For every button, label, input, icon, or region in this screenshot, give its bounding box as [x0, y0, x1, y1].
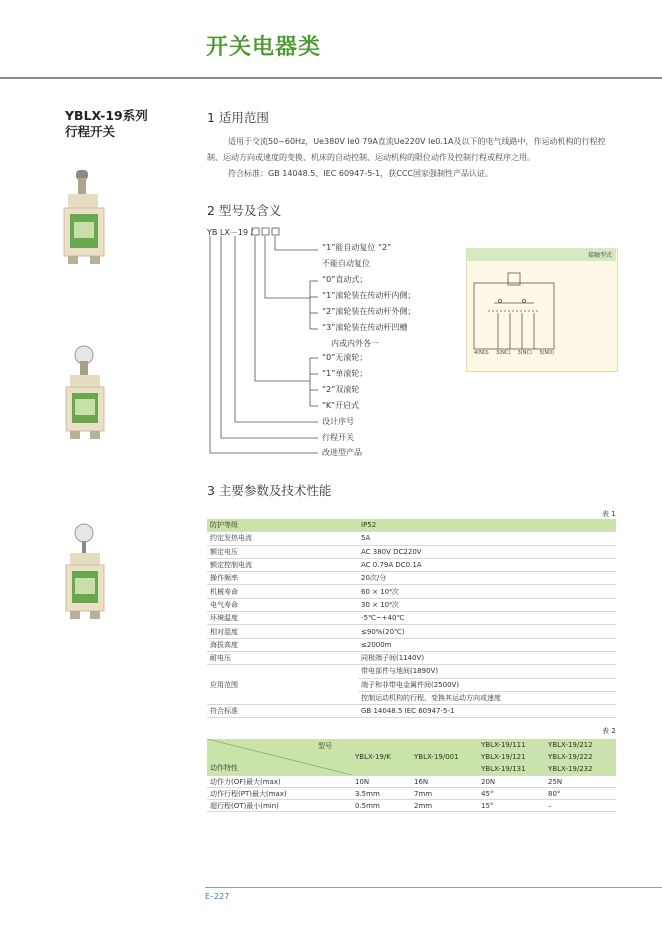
table-cell: 耐电压: [207, 651, 358, 664]
table-header-corner: [207, 739, 352, 776]
table-header-cell: YBLX-19/222: [545, 751, 616, 763]
table-cell: ≤90%(20℃): [358, 625, 616, 638]
table-header-cell: YBLX-19/212: [545, 739, 616, 751]
table-row: [207, 625, 616, 638]
terminal-4: 3(NO): [539, 350, 554, 356]
table-cell: 符合标准: [207, 705, 358, 718]
table-cell: 3.5mm: [352, 788, 411, 800]
table-cell: 额定电压: [207, 545, 358, 558]
table-row: [207, 776, 616, 788]
table-row: [207, 532, 616, 545]
code-label-roller-outer: “2”滚轮装在传动杆外侧；: [322, 307, 416, 316]
code-label-roller-inner: “1”滚轮装在传动杆内侧；: [322, 291, 416, 300]
table-cell: –: [545, 800, 616, 812]
table-row: [207, 519, 616, 532]
section3-title: 3 主要参数及技术性能: [207, 483, 332, 498]
code-label-single-roller: “1”单滚轮；: [322, 369, 368, 378]
table-cell: 应用范围: [207, 665, 358, 705]
section1-para2: 符合标准：GB 14048.5、IEC 60947-5-1，获CCC国家强制性产品认证。: [228, 169, 494, 178]
section1-para1-a: 适用于交流50~60Hz，Ue380V Ie0 79A直流Ue220V Ie0.1A及以下的电气线路中，作运动机构的行程控: [228, 137, 606, 146]
table-cell: 约定发热电流: [207, 532, 358, 545]
table-header-row: [207, 739, 616, 751]
table-cell: 80°: [545, 788, 616, 800]
table-cell: 环境温度: [207, 612, 358, 625]
code-label-direct: “0”直动式；: [322, 275, 368, 284]
table-cell: 防护等级: [207, 519, 358, 532]
table-cell: 同极端子间(1140V): [358, 651, 616, 664]
contact-diagram-title: 接触型式: [587, 252, 612, 259]
table-cell: -5℃~+40℃: [358, 612, 616, 625]
table-cell: 机械寿命: [207, 585, 358, 598]
code-label-no-roller: “0”无滚轮；: [322, 353, 368, 362]
table-cell: 端子和非带电金属件间(2500V): [358, 678, 616, 691]
table-row: [207, 612, 616, 625]
code-label-auto-reset: “1”能自动复位 “2”: [322, 243, 392, 252]
table-cell: 60 × 10⁴次: [358, 585, 616, 598]
table-cell: 海拔高度: [207, 638, 358, 651]
table-cell: 30 × 10⁴次: [358, 598, 616, 611]
table-row: [207, 665, 616, 678]
terminal-3: 3(NC): [517, 350, 532, 356]
code-box-1: [252, 228, 259, 235]
table-cell: IP52: [358, 519, 616, 532]
product-name: 行程开关: [65, 124, 116, 139]
table-cell: 45°: [478, 788, 545, 800]
model-code-text: YB LX－19 /: [207, 228, 254, 237]
code-label-roller-groove: “3”滚轮装在传动杆凹槽: [322, 323, 408, 332]
table-row: [207, 651, 616, 664]
code-label-no-reset: 不能自动复位: [322, 259, 370, 268]
table-cell: 25N: [545, 776, 616, 788]
code-label-open: “K”开启式: [322, 401, 360, 410]
table-cell: 额定控制电流: [207, 558, 358, 571]
table-cell: ≤2000m: [358, 638, 616, 651]
table-cell: 超行程(OT)最小(min): [207, 800, 352, 812]
table-row: [207, 705, 616, 718]
table-cell: AC 0.79A DC0.1A: [358, 558, 616, 571]
code-label-travel-switch: 行程开关: [322, 433, 354, 442]
table-cell: 相对湿度: [207, 625, 358, 638]
table-row: [207, 788, 616, 800]
table-row: [207, 572, 616, 585]
table-row: [207, 800, 616, 812]
code-label-roller-groove-cont: 内或内外各一: [331, 339, 379, 348]
action-table: [207, 739, 616, 812]
footer-divider: [205, 887, 662, 888]
table-cell: AC 380V DC220V: [358, 545, 616, 558]
contact-diagram-header: [466, 248, 616, 261]
page-number: E–227: [205, 892, 230, 901]
table-cell: 带电部件与地间(1890V): [358, 665, 616, 678]
table-cell: 动作力(OF)最大(max): [207, 776, 352, 788]
table-cell: GB 14048.5 IEC 60947-5-1: [358, 705, 616, 718]
code-label-improved: 改进型产品: [322, 448, 362, 457]
table-cell: 15°: [478, 800, 545, 812]
table-header-property: 动作特性: [210, 764, 238, 772]
table-cell: 2mm: [411, 800, 478, 812]
spec-table: [207, 519, 616, 718]
code-label-double-roller: “2”双滚轮: [322, 385, 360, 394]
product-series: YBLX-19系列: [65, 108, 148, 123]
table-row: [207, 598, 616, 611]
table-cell: 16N: [411, 776, 478, 788]
page-title: 开关电器类: [206, 35, 322, 60]
section2-title: 2 型号及含义: [207, 203, 282, 218]
table-cell: 0.5mm: [352, 800, 411, 812]
table-header-cell: YBLX-19/111: [478, 739, 545, 751]
table-row: [207, 558, 616, 571]
table-header-cell: YBLX-19/232: [545, 763, 616, 775]
table-header-model: 型号: [318, 742, 332, 750]
table-cell: 20N: [478, 776, 545, 788]
table-cell: 10N: [352, 776, 411, 788]
code-box-3: [272, 228, 279, 235]
table-cell: 20次/分: [358, 572, 616, 585]
table-cell: 5A: [358, 532, 616, 545]
table-row: [207, 638, 616, 651]
table-cell: 动作行程(PT)最大(max): [207, 788, 352, 800]
terminal-2: 3(NC): [496, 350, 511, 356]
contact-terminals: [474, 350, 554, 356]
table-row: [207, 585, 616, 598]
code-box-2: [262, 228, 269, 235]
table-cell: 电气寿命: [207, 598, 358, 611]
table-header-cell: YBLX-19/K: [352, 739, 411, 776]
section1-title: 1 适用范围: [207, 110, 269, 125]
section1-para1-b: 制、运动方向或速度的变换、机床的自动控制、运动机构的限位动作及控制行程或程序之用。: [207, 153, 535, 162]
terminal-1: 4(NO): [474, 350, 489, 356]
table-cell: 控制运动机构的行程，变换其运动方向或速度: [358, 691, 616, 704]
table1-caption: 表 1: [602, 510, 616, 518]
table-header-cell: YBLX-19/131: [478, 763, 545, 775]
table-row: [207, 545, 616, 558]
table-cell: 7mm: [411, 788, 478, 800]
table-header-cell: YBLX-19/121: [478, 751, 545, 763]
table-cell: 操作频率: [207, 572, 358, 585]
code-label-design-no: 设计序号: [322, 417, 354, 426]
table2-caption: 表 2: [602, 727, 616, 735]
table-header-cell: YBLX-19/001: [411, 739, 478, 776]
